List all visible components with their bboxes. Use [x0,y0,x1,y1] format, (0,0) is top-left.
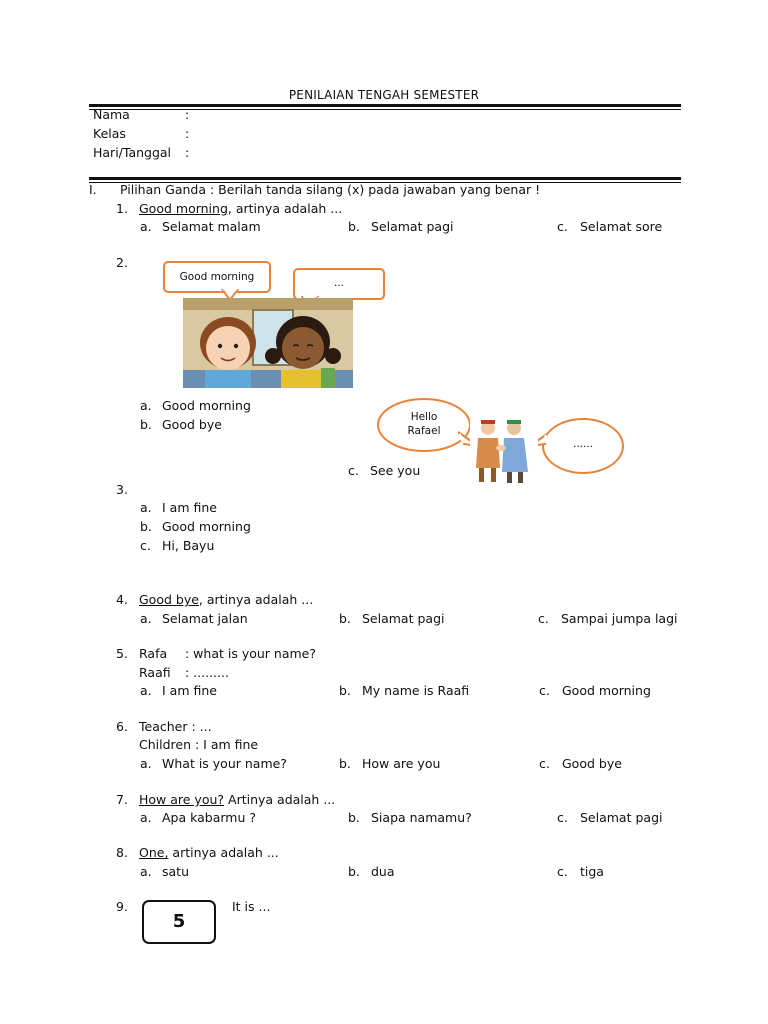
q3-speech-bubble-right [542,418,624,474]
q3-number: 3. [116,482,128,497]
q4-stem-keyword: Good bye [139,592,199,607]
q2-option-c-letter: c. [348,463,359,478]
q6-option-b: How are you [362,756,441,771]
header-bottom-rule [89,177,681,180]
q5-option-c-letter: c. [539,683,550,698]
q3-option-b-letter: b. [140,519,152,534]
q9-number: 9. [116,899,128,914]
q3-speech-bubble-right-text: ...... [572,438,594,450]
q6-option-b-letter: b. [339,756,351,771]
q5-option-a-letter: a. [140,683,152,698]
q7-stem-rest: Artinya adalah ... [224,792,336,807]
q8-option-b-letter: b. [348,864,360,879]
q4-option-c: Sampai jumpa lagi [561,611,678,626]
field-label-hari-tanggal: Hari/Tanggal [93,145,172,160]
q2-option-c: See you [370,463,421,478]
q7-option-c: Selamat pagi [580,810,663,825]
field-colon-nama: : [185,107,190,122]
q7-stem [139,792,335,807]
q3-option-a: I am fine [162,500,217,515]
q3-option-b: Good morning [162,519,251,534]
q1-option-a-letter: a. [140,219,152,234]
q1-number: 1. [116,201,128,216]
q5-dialog-text-1: : what is your name? [185,646,316,661]
q7-option-a-letter: a. [140,810,152,825]
q9-stem: It is ... [232,899,271,914]
q1-stem-rest: , artinya adalah ... [227,201,343,216]
field-colon-kelas: : [185,126,190,141]
q8-option-c-letter: c. [557,864,568,879]
q8-stem [139,845,279,860]
q5-option-c: Good morning [562,683,651,698]
header-top-rule-thin [89,109,681,110]
header-top-rule [89,104,681,107]
q6-option-c-letter: c. [539,756,550,771]
field-label-nama: Nama [93,107,130,122]
q5-option-b-letter: b. [339,683,351,698]
section-numeral: I. [89,182,97,197]
q5-number: 5. [116,646,128,661]
q4-option-b-letter: b. [339,611,351,626]
q1-option-c: Selamat sore [580,219,663,234]
q7-option-b: Siapa namamu? [371,810,472,825]
q7-option-b-letter: b. [348,810,360,825]
q1-option-b: Selamat pagi [371,219,454,234]
q8-stem-keyword: One, [139,845,169,860]
q4-number: 4. [116,592,128,607]
q2-speech-bubble-1-text: Good morning [179,271,255,283]
q5-dialog-name-1: Rafa [139,646,168,661]
q3-boys-greeting-illustration [470,416,538,488]
q8-number: 8. [116,845,128,860]
q6-dialog-line-2: Children : I am fine [139,737,259,752]
q8-option-b: dua [371,864,395,879]
q2-speech-bubble-2-text: ... [333,277,344,289]
q2-option-a: Good morning [162,398,251,413]
q9-number-box [142,900,216,944]
q4-option-a: Selamat jalan [162,611,248,626]
q4-stem-rest: , artinya adalah ... [198,592,314,607]
q5-option-b: My name is Raafi [362,683,470,698]
q3-option-a-letter: a. [140,500,152,515]
q1-option-b-letter: b. [348,219,360,234]
q3-speech-bubble-left [377,398,471,452]
q2-children-illustration [183,298,353,388]
q6-number: 6. [116,719,128,734]
q4-option-a-letter: a. [140,611,152,626]
q2-option-a-letter: a. [140,398,152,413]
q3-option-c: Hi, Bayu [162,538,215,553]
q4-stem [139,592,313,607]
q2-speech-bubble-1 [163,261,271,293]
q3-speech-bubble-left-text: Hello Rafael [407,411,441,437]
q6-option-a: What is your name? [162,756,287,771]
q1-option-c-letter: c. [557,219,568,234]
q1-stem-keyword: Good morning [139,201,228,216]
q6-dialog-line-1: Teacher : ... [139,719,212,734]
q8-stem-rest: artinya adalah ... [168,845,279,860]
q6-option-c: Good bye [562,756,622,771]
q2-number: 2. [116,255,128,270]
q3-option-c-letter: c. [140,538,151,553]
q7-stem-keyword: How are you? [139,792,225,807]
q5-dialog-text-2: : ......... [185,665,229,680]
q8-option-a: satu [162,864,189,879]
q7-option-a: Apa kabarmu ? [162,810,257,825]
q1-option-a: Selamat malam [162,219,261,234]
q2-option-b-letter: b. [140,417,152,432]
field-colon-hari-tanggal: : [185,145,190,160]
field-label-kelas: Kelas [93,126,126,141]
q9-number-box-value: 5 [172,911,186,932]
q6-option-a-letter: a. [140,756,152,771]
page-title: PENILAIAN TENGAH SEMESTER [288,88,480,102]
q8-option-a-letter: a. [140,864,152,879]
q8-option-c: tiga [580,864,604,879]
section-instruction: Pilihan Ganda : Berilah tanda silang (x) pada jawaban yang benar ! [120,182,541,197]
q4-option-c-letter: c. [538,611,549,626]
q7-number: 7. [116,792,128,807]
q5-dialog-name-2: Raafi [139,665,171,680]
q4-option-b: Selamat pagi [362,611,445,626]
q5-option-a: I am fine [162,683,217,698]
q1-stem [139,201,342,216]
q2-option-b: Good bye [162,417,222,432]
q7-option-c-letter: c. [557,810,568,825]
